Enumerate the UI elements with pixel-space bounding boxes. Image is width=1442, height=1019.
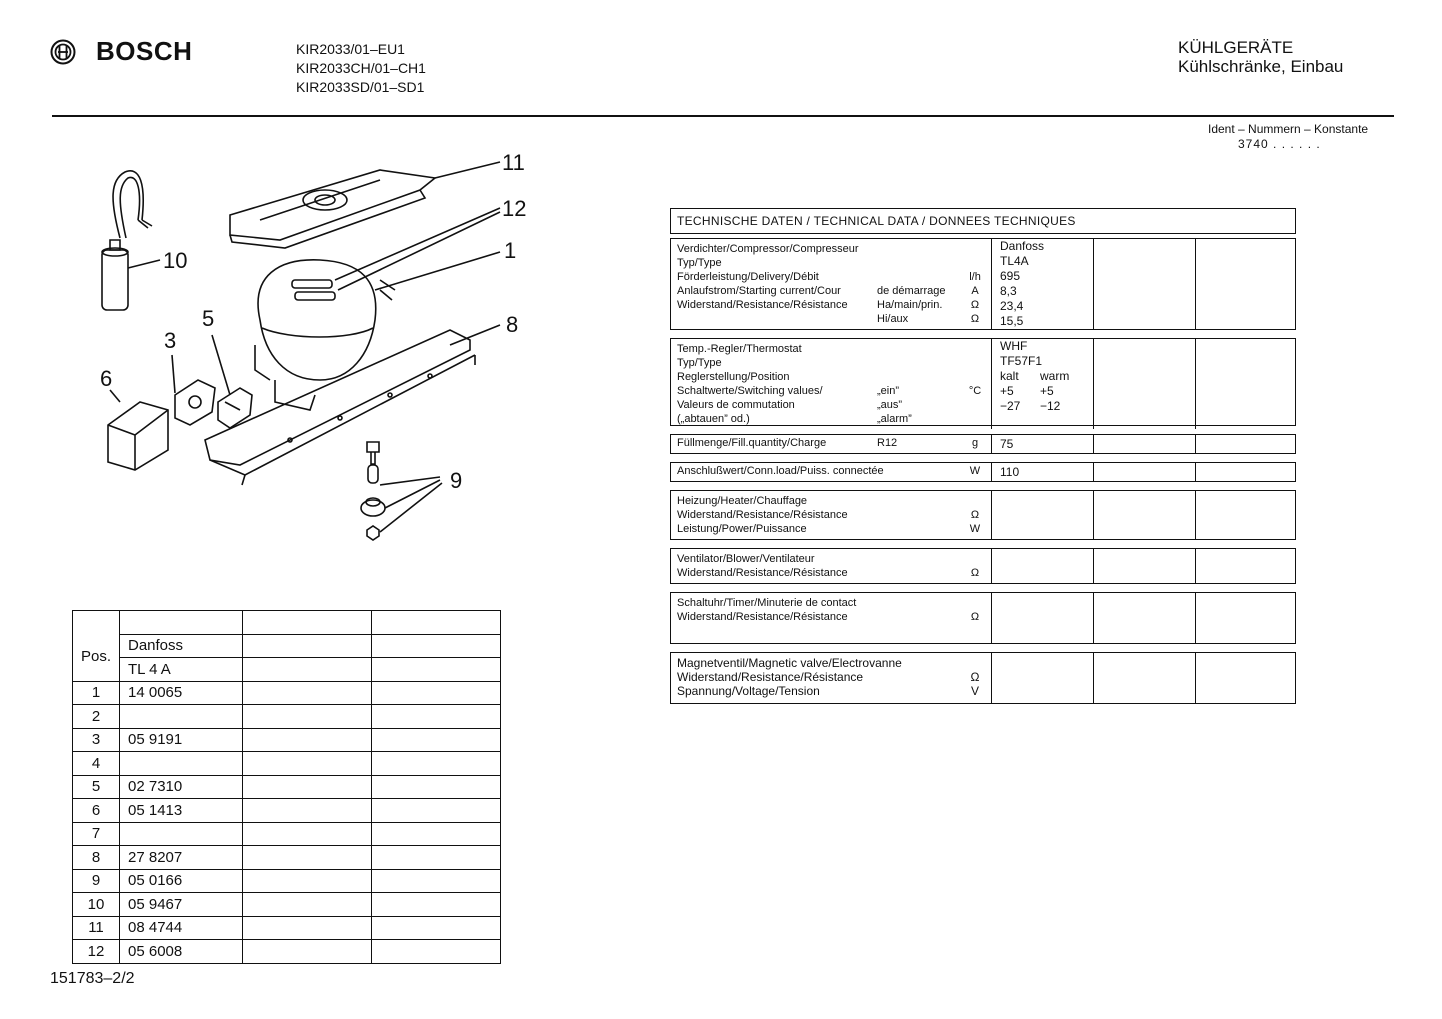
parameter-sublabel: Hi/aux <box>877 313 909 325</box>
thermostat-value <box>1040 414 1080 429</box>
parts-table <box>72 610 501 964</box>
empty-cell <box>243 916 372 940</box>
model-list <box>296 40 426 97</box>
label-row <box>677 566 985 580</box>
label-row <box>677 684 985 698</box>
parameter-label: Valeurs de commutation <box>677 399 795 411</box>
pos-cell: 9 <box>73 869 120 893</box>
unit-label: A <box>971 285 979 297</box>
part-number-cell <box>120 752 243 776</box>
empty-cell <box>243 775 372 799</box>
unit-label: Ω <box>970 670 980 684</box>
parameter-sublabel: de démarrage <box>877 285 946 297</box>
thermostat-labels <box>671 339 991 429</box>
bosch-armature-icon <box>50 39 76 65</box>
parts-header-row <box>73 634 501 658</box>
thermostat-value: TF57F1 <box>1000 354 1043 368</box>
compressor-labels <box>671 239 991 329</box>
empty-cell <box>372 893 501 917</box>
label-row <box>677 398 985 412</box>
category-title: KÜHLGERÄTE <box>1178 38 1294 57</box>
pos-cell: 11 <box>73 916 120 940</box>
pos-cell: 12 <box>73 940 120 964</box>
part-number-cell <box>120 705 243 729</box>
label-row <box>677 312 985 326</box>
compressor-value: 8,3 <box>1000 284 1017 298</box>
empty-cell <box>372 846 501 870</box>
compressor-block <box>670 238 1296 330</box>
connload-label: Anschlußwert/Conn.load/Puiss. connectée <box>677 465 884 477</box>
unit-label <box>965 342 985 356</box>
label-row <box>677 670 985 684</box>
pos-cell: 7 <box>73 822 120 846</box>
unit-label: Ω <box>970 567 980 579</box>
thermostat-value: +5 <box>1040 384 1054 398</box>
part-number-cell: 05 1413 <box>120 799 243 823</box>
unit-label <box>965 656 985 670</box>
empty-cell <box>243 822 372 846</box>
refrigerant-label: R12 <box>877 437 898 449</box>
parameter-label: Temp.-Regler/Thermostat <box>677 343 802 355</box>
thermostat-value: −27 <box>1000 399 1021 413</box>
blower-labels <box>671 549 991 583</box>
thermostat-value-row <box>1000 339 1085 354</box>
parameter-sublabel <box>877 356 965 370</box>
table-row <box>73 869 501 893</box>
unit-label: °C <box>968 385 982 397</box>
label-row <box>677 522 985 536</box>
document-number: 151783–2/2 <box>50 970 135 987</box>
unit-label <box>965 596 985 610</box>
empty-cell <box>372 705 501 729</box>
empty-cell <box>372 822 501 846</box>
diagram-callouts <box>80 140 560 550</box>
table-row <box>73 916 501 940</box>
thermostat-values <box>991 339 1093 429</box>
empty-cell <box>243 728 372 752</box>
unit-label <box>965 370 985 384</box>
parameter-label: Typ/Type <box>677 257 722 269</box>
parts-header-row <box>73 658 501 682</box>
parameter-label: („abtauen” od.) <box>677 413 750 425</box>
table-row <box>73 846 501 870</box>
parameter-sublabel: Ha/main/prin. <box>877 299 943 311</box>
callout-label: 6 <box>100 366 113 391</box>
header-rule <box>52 115 1394 117</box>
parameter-label: Förderleistung/Delivery/Débit <box>677 271 819 283</box>
parameter-label: Widerstand/Resistance/Résistance <box>677 509 848 521</box>
pos-cell: 3 <box>73 728 120 752</box>
connload-value: 110 <box>991 463 1093 481</box>
label-row <box>677 256 985 270</box>
thermostat-value <box>1000 414 1040 429</box>
pos-cell: 10 <box>73 893 120 917</box>
parameter-label: Leistung/Power/Puissance <box>677 523 807 535</box>
parts-header-row <box>73 611 501 635</box>
empty-cell <box>243 869 372 893</box>
parameter-label: Verdichter/Compressor/Compresseur <box>677 243 859 255</box>
thermostat-value: warm <box>1040 369 1070 383</box>
empty-cell <box>243 893 372 917</box>
heater-block <box>670 490 1296 540</box>
callout-label: 5 <box>202 306 215 331</box>
parameter-sublabel <box>877 342 965 356</box>
empty-cell <box>243 681 372 705</box>
charge-label: Füllmenge/Fill.quantity/Charge <box>677 437 827 449</box>
callout-label: 10 <box>163 248 188 273</box>
label-row <box>677 610 985 624</box>
parameter-sublabel <box>877 242 965 256</box>
pos-cell: 6 <box>73 799 120 823</box>
thermostat-value <box>1042 354 1082 369</box>
empty-cell <box>372 728 501 752</box>
table-row <box>73 705 501 729</box>
part-number-cell: 27 8207 <box>120 846 243 870</box>
connload-labels <box>671 463 991 481</box>
pos-cell: 1 <box>73 681 120 705</box>
parameter-sublabel <box>877 370 965 384</box>
label-row <box>677 342 985 356</box>
parameter-label: Widerstand/Resistance/Résistance <box>677 611 848 623</box>
callout-label: 11 <box>502 150 525 175</box>
unit-label <box>965 256 985 270</box>
callout-label: 1 <box>504 238 517 263</box>
thermostat-value-row <box>1000 354 1085 369</box>
label-row <box>677 242 985 256</box>
part-number-cell: 05 9191 <box>120 728 243 752</box>
parameter-label: Widerstand/Resistance/Résistance <box>677 670 864 684</box>
tech-title: TECHNISCHE DATEN / TECHNICAL DATA / DONNEES TECHNIQUES <box>670 208 1296 234</box>
part-number-cell: 05 9467 <box>120 893 243 917</box>
empty-cell <box>243 799 372 823</box>
parameter-sublabel: „ein” <box>877 385 900 397</box>
parameter-sublabel <box>877 270 965 284</box>
empty-cell <box>372 775 501 799</box>
brand-name: BOSCH <box>96 36 193 66</box>
thermostat-value-row <box>1000 384 1085 399</box>
pos-cell <box>73 611 120 635</box>
parameter-label: Widerstand/Resistance/Résistance <box>677 299 848 311</box>
thermostat-block <box>670 338 1296 426</box>
parameter-label: Widerstand/Resistance/Résistance <box>677 567 848 579</box>
compressor-value: 15,5 <box>1000 314 1024 328</box>
label-row <box>677 298 985 312</box>
ident-constant: 3740 . . . . . . <box>1238 137 1321 151</box>
parameter-label: Magnetventil/Magnetic valve/Electrovanne <box>677 656 902 670</box>
table-row <box>73 893 501 917</box>
compressor-value: Danfoss <box>1000 239 1045 253</box>
compressor-value: 695 <box>1000 269 1021 283</box>
parameter-label: Typ/Type <box>677 357 722 369</box>
charge-labels <box>671 435 991 453</box>
timer-block <box>670 592 1296 644</box>
callout-label: 9 <box>450 468 463 493</box>
label-row <box>677 508 985 522</box>
label-row <box>677 412 985 426</box>
charge-value: 75 <box>991 435 1093 453</box>
compressor-value: TL4A <box>1000 254 1029 268</box>
pos-label: Pos. <box>73 648 120 672</box>
callout-label: 12 <box>502 196 527 221</box>
empty-cell <box>372 681 501 705</box>
thermostat-value-row <box>1000 369 1085 384</box>
label-row <box>677 656 985 670</box>
valve-block <box>670 652 1296 704</box>
parameter-sublabel: „aus” <box>877 399 903 411</box>
part-number-cell: 02 7310 <box>120 775 243 799</box>
compressor-type-cell: TL 4 A <box>120 658 243 682</box>
unit-label: W <box>969 523 981 535</box>
part-number-cell: 05 6008 <box>120 940 243 964</box>
label-row <box>677 494 985 508</box>
thermostat-value-row <box>1000 414 1085 429</box>
label-row <box>677 384 985 398</box>
unit-label <box>965 494 985 508</box>
table-row <box>73 775 501 799</box>
valve-labels <box>671 653 991 703</box>
unit-label: l/h <box>969 271 981 283</box>
parameter-label: Ventilator/Blower/Ventilateur <box>677 553 815 565</box>
callout-label: 3 <box>164 328 177 353</box>
parameter-label <box>677 312 877 326</box>
pos-cell: 2 <box>73 705 120 729</box>
parameter-label: Schaltwerte/Switching values/ <box>677 385 823 397</box>
empty-cell <box>243 940 372 964</box>
empty-cell <box>372 752 501 776</box>
empty-cell <box>372 940 501 964</box>
table-row <box>73 799 501 823</box>
ident-block <box>1208 122 1368 152</box>
label-row <box>677 284 985 298</box>
empty-cell <box>243 846 372 870</box>
pos-cell: 8 <box>73 846 120 870</box>
part-number-cell <box>120 822 243 846</box>
table-row <box>73 822 501 846</box>
charge-block <box>670 434 1296 454</box>
empty-cell <box>243 752 372 776</box>
unit-label: Ω <box>970 611 980 623</box>
thermostat-value: +5 <box>1000 384 1014 398</box>
unit-label <box>965 412 985 426</box>
timer-labels <box>671 593 991 643</box>
category <box>1178 38 1343 76</box>
part-number-cell: 14 0065 <box>120 681 243 705</box>
blower-block <box>670 548 1296 584</box>
technical-data <box>670 208 1296 712</box>
label-row <box>677 270 985 284</box>
label-row <box>677 356 985 370</box>
ident-label: Ident – Nummern – Konstante <box>1208 122 1369 136</box>
unit-label: V <box>970 684 979 698</box>
label-row <box>677 552 985 566</box>
brand-logo <box>50 36 192 67</box>
parameter-label: Heizung/Heater/Chauffage <box>677 495 808 507</box>
label-row <box>677 370 985 384</box>
part-number-cell: 05 0166 <box>120 869 243 893</box>
empty-cell <box>372 869 501 893</box>
unit-label <box>965 242 985 256</box>
callout-label: 8 <box>506 312 519 337</box>
part-number-cell: 08 4744 <box>120 916 243 940</box>
parameter-sublabel <box>877 256 965 270</box>
table-row <box>73 728 501 752</box>
compressor-value: 23,4 <box>1000 299 1024 313</box>
thermostat-value: kalt <box>1000 369 1019 383</box>
unit-label <box>965 356 985 370</box>
thermostat-value: WHF <box>1000 339 1028 353</box>
table-row <box>73 681 501 705</box>
thermostat-value <box>1027 339 1067 354</box>
thermostat-value: −12 <box>1040 399 1061 413</box>
unit-label: Ω <box>970 509 980 521</box>
manufacturer-cell: Danfoss <box>120 634 243 658</box>
model-number: KIR2033SD/01–SD1 <box>296 79 425 95</box>
unit-label <box>965 552 985 566</box>
unit-label: Ω <box>970 299 980 311</box>
model-number: KIR2033CH/01–CH1 <box>296 60 426 76</box>
model-number: KIR2033/01–EU1 <box>296 41 405 57</box>
parameter-sublabel: „alarm” <box>877 413 912 425</box>
label-row <box>677 596 985 610</box>
unit-label <box>965 398 985 412</box>
table-row <box>73 940 501 964</box>
category-subtitle: Kühlschränke, Einbau <box>1178 57 1344 76</box>
empty-cell <box>372 916 501 940</box>
empty-cell <box>243 705 372 729</box>
parameter-label: Schaltuhr/Timer/Minuterie de contact <box>677 597 857 609</box>
compressor-values <box>991 239 1093 329</box>
parameter-label: Reglerstellung/Position <box>677 371 790 383</box>
unit-label: W <box>969 465 981 477</box>
connload-block <box>670 462 1296 482</box>
pos-cell: 4 <box>73 752 120 776</box>
parameter-label: Anlaufstrom/Starting current/Cour <box>677 285 841 297</box>
unit-label: Ω <box>970 313 980 325</box>
thermostat-value-row <box>1000 399 1085 414</box>
pos-cell: 5 <box>73 775 120 799</box>
empty-cell <box>372 799 501 823</box>
unit-label: g <box>971 437 979 449</box>
parameter-label: Spannung/Voltage/Tension <box>677 684 820 698</box>
table-row <box>73 752 501 776</box>
heater-labels <box>671 491 991 539</box>
